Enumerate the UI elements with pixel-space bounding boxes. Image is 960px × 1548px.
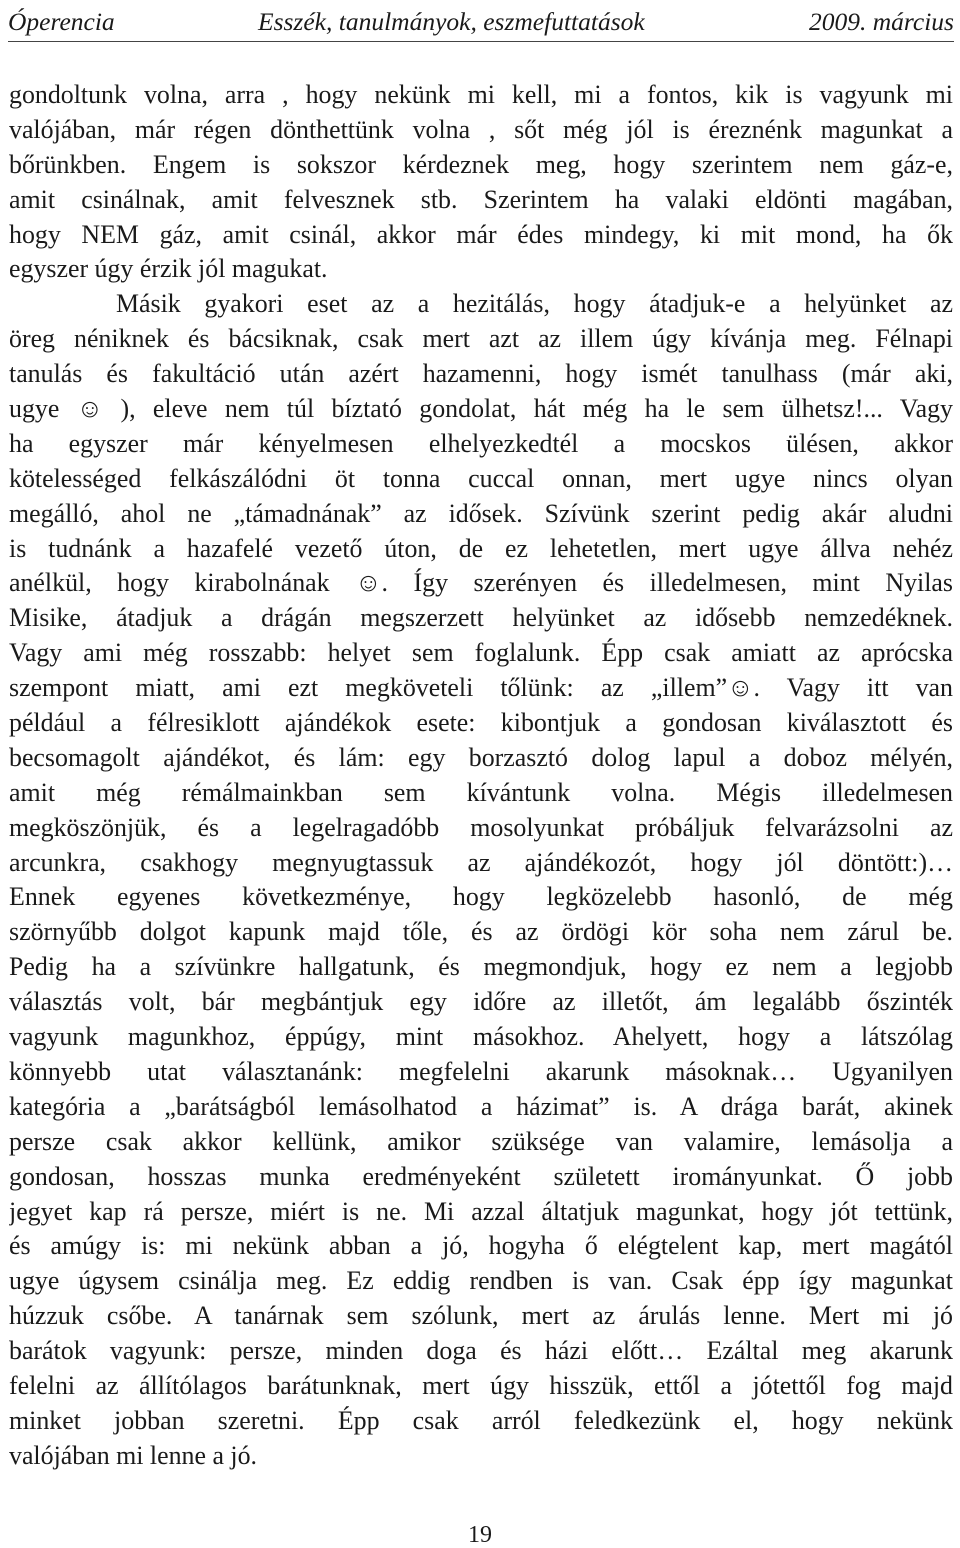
text-line: és amúgy is: mi nekünk abban a jó, hogyha ő elégtelent kap, mert magától — [9, 1231, 953, 1261]
text-line: gondosan, hosszas munka eredményeként született irományunkat. Ő jobb — [9, 1161, 953, 1191]
text-line: tanulás és fakultáció után azért hazamenni, hogy ismét tanulhass (már aki, — [9, 359, 953, 389]
body-text — [9, 78, 953, 1474]
text-line: szörnyűbb dolgot kapunk majd tőle, és az ördögi kör soha nem zárul be. — [9, 917, 953, 947]
text-line: persze csak akkor kellünk, amikor szüksége van valamire, lemásolja a — [9, 1126, 953, 1156]
text-line: is tudnánk a hazafelé vezető úton, de ez lehetetlen, mert ugye állva nehéz — [9, 533, 953, 563]
text-line: felelni az állítólagos barátunknak, mert úgy hisszük, ettől a jótettől fog majd — [9, 1370, 953, 1400]
text-line: választás volt, bár megbántjuk egy időre az illetőt, ám legalább őszinték — [9, 987, 953, 1017]
text-line: arcunkra, csakhogy megnyugtassuk az ajándékozót, hogy jól döntött:)… — [9, 847, 953, 877]
text-line: húzzuk csőbe. A tanárnak sem szólunk, mert az árulás lenne. Mert mi jó — [9, 1301, 953, 1331]
text-line: amit csinálnak, amit felvesznek stb. Szerintem ha valaki eldönti magában, — [9, 184, 953, 214]
header-rule — [8, 41, 954, 42]
text-line: megálló, ahol ne „támadnának” az idősek. Szívünk szerint pedig akár aludni — [9, 498, 953, 528]
text-line: vagyunk magunkhoz, éppúgy, mint másokhoz. Ahelyett, hogy a látszólag — [9, 1022, 953, 1052]
text-line: Vagy ami még rosszabb: helyet sem foglalunk. Épp csak amiatt az aprócska — [9, 638, 953, 668]
text-line: kategória a „barátságból lemásolhatod a házimat” is. A drága barát, akinek — [9, 1091, 953, 1121]
text-line: barátok vagyunk: persze, minden doga és házi előtt… Ezáltal meg akarunk — [9, 1336, 953, 1366]
text-line: például a félresiklott ajándékok esete: kibontjuk a gondosan kiválasztott és — [9, 708, 953, 738]
text-line: könnyebb utat választanánk: megfelelni akarunk másoknak… Ugyanilyen — [9, 1056, 953, 1086]
text-line: gondoltunk volna, arra , hogy nekünk mi kell, mi a fontos, kik is vagyunk mi — [9, 80, 953, 109]
header-section-title: Esszék, tanulmányok, eszmefuttatások — [258, 7, 645, 36]
text-line: Másik gyakori eset az a hezitálás, hogy átadjuk-e a helyünket az — [116, 289, 953, 319]
text-line: ugye úgysem csinálja meg. Ez eddig rendben is van. Csak épp így magunkat — [9, 1266, 953, 1296]
text-line: megköszönjük, és a legelragadóbb mosolyunkat próbáljuk felvarázsolni az — [9, 812, 953, 842]
text-line: becsomagolt ajándékot, és lám: egy borzasztó dolog lapul a doboz mélyén, — [9, 742, 953, 772]
text-line: valójában mi lenne a jó. — [9, 1440, 258, 1470]
text-line: Misike, átadjuk a drágán megszerzett helyünket az idősebb nemzedéknek. — [9, 603, 953, 633]
text-line: minket jobban szeretni. Épp csak arról feledkezünk el, hogy nekünk — [9, 1405, 953, 1435]
text-line: anélkül, hogy kirabolnának ☺. Így szerényen és illedelmesen, mint Nyilas — [9, 568, 953, 598]
running-header — [8, 5, 954, 39]
text-line: jegyet kap rá persze, miért is ne. Mi azzal áltatjuk magunkat, hogy jót tettünk, — [9, 1196, 953, 1226]
text-line: valójában, már régen dönthettünk volna , sőt még jól is éreznénk magunkat a — [9, 114, 953, 144]
text-line: öreg néniknek és bácsiknak, csak mert azt az illem úgy kívánja meg. Félnapi — [9, 324, 953, 354]
text-line: egyszer úgy érzik jól magukat. — [9, 254, 328, 284]
page-number: 19 — [468, 1522, 492, 1548]
text-line: ha egyszer már kényelmesen elhelyezkedtél a mocskos ülésen, akkor — [9, 428, 953, 458]
text-line: bőrünkben. Engem is sokszor kérdeznek meg, hogy szerintem nem gáz-e, — [9, 149, 953, 179]
header-journal-title: Óperencia — [8, 7, 115, 36]
text-line: amit még rémálmainkban sem kívántunk volna. Mégis illedelmesen — [9, 777, 953, 807]
text-line: ugye ☺ ), eleve nem túl bíztató gondolat, hát még ha le sem ülhetsz!... Vagy — [9, 394, 953, 424]
text-line: szempont miatt, ami ezt megköveteli tőlünk: az „illem”☺. Vagy itt van — [9, 673, 953, 703]
text-line: kötelességed felkászálódni öt tonna cuccal onnan, mert ugye nincs olyan — [9, 463, 953, 493]
text-line: hogy NEM gáz, amit csinál, akkor már édes mindegy, ki mit mond, ha ők — [9, 219, 953, 249]
header-issue-date: 2009. március — [809, 7, 954, 36]
text-line: Ennek egyenes következménye, hogy legközelebb hasonló, de még — [9, 882, 953, 912]
text-line: Pedig ha a szívünkre hallgatunk, és megmondjuk, hogy ez nem a legjobb — [9, 952, 953, 982]
